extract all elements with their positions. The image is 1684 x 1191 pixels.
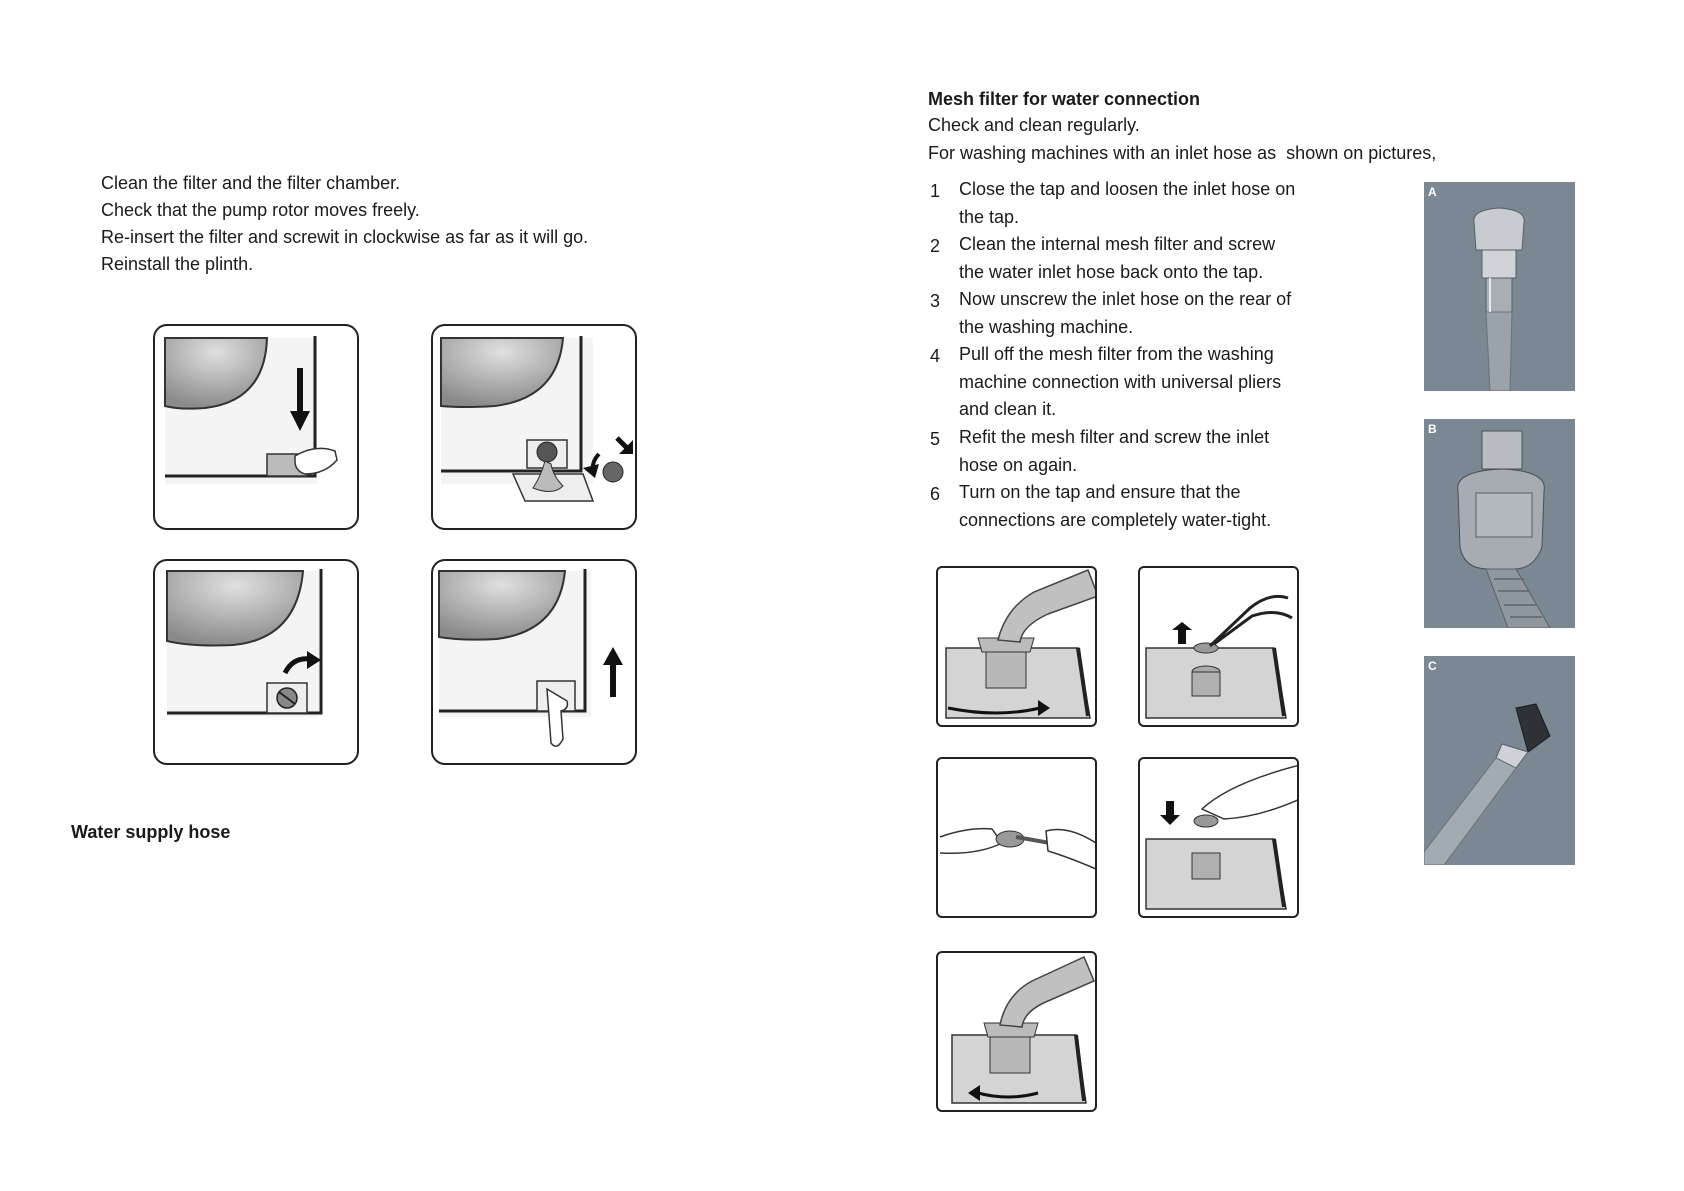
intro-line-2: For washing machines with an inlet hose as shown on pictures, bbox=[928, 143, 1437, 163]
intro-line-1: Check and clean regularly. bbox=[928, 115, 1140, 135]
illustration-drain-filter bbox=[431, 324, 637, 530]
step-text: Now unscrew the inlet hose on the rear of the washing machine. bbox=[959, 289, 1292, 337]
instruction-2: Check that the pump rotor moves freely. bbox=[101, 200, 420, 220]
illustration-tighten-hose bbox=[936, 951, 1097, 1112]
photo-hose-c bbox=[1424, 656, 1575, 865]
step-number: 2 bbox=[930, 236, 941, 256]
illustration-pull-filter bbox=[153, 324, 359, 530]
step-text: Close the tap and loosen the inlet hose on the tap. bbox=[959, 179, 1296, 227]
illustration-refit-filter bbox=[1138, 757, 1299, 918]
illustration-clean-filter bbox=[936, 757, 1097, 918]
step-number: 4 bbox=[930, 346, 941, 366]
step-number: 6 bbox=[930, 484, 941, 504]
instruction-3: Re-insert the filter and screwit in clockwise as far as it will go. bbox=[101, 227, 589, 247]
illustration-reinsert-filter bbox=[153, 559, 359, 765]
section-heading-water-supply-hose: Water supply hose bbox=[71, 822, 231, 842]
illustration-reinstall-plinth bbox=[431, 559, 637, 765]
step-number: 3 bbox=[930, 291, 941, 311]
step-text: Pull off the mesh filter from the washing machine connection with universal pliers and clean it. bbox=[959, 344, 1282, 419]
photo-hose-b bbox=[1424, 419, 1575, 628]
step-number: 1 bbox=[930, 181, 941, 201]
illustration-loosen-hose bbox=[936, 566, 1097, 727]
step-text: Turn on the tap and ensure that the connections are completely water-tight. bbox=[959, 482, 1272, 530]
step-number: 5 bbox=[930, 429, 941, 449]
mesh-filter-heading: Mesh filter for water connection bbox=[928, 89, 1201, 109]
photo-hose-a bbox=[1424, 182, 1575, 391]
step-text: Refit the mesh filter and screw the inlet hose on again. bbox=[959, 427, 1270, 475]
illustration-pliers bbox=[1138, 566, 1299, 727]
photo-label: B bbox=[1428, 422, 1437, 436]
step-text: Clean the internal mesh filter and screw the water inlet hose back onto the tap. bbox=[959, 234, 1276, 282]
photo-label: A bbox=[1428, 185, 1437, 199]
instruction-4: Reinstall the plinth. bbox=[101, 254, 254, 274]
instruction-1: Clean the filter and the filter chamber. bbox=[101, 173, 401, 193]
photo-label: C bbox=[1428, 659, 1437, 673]
